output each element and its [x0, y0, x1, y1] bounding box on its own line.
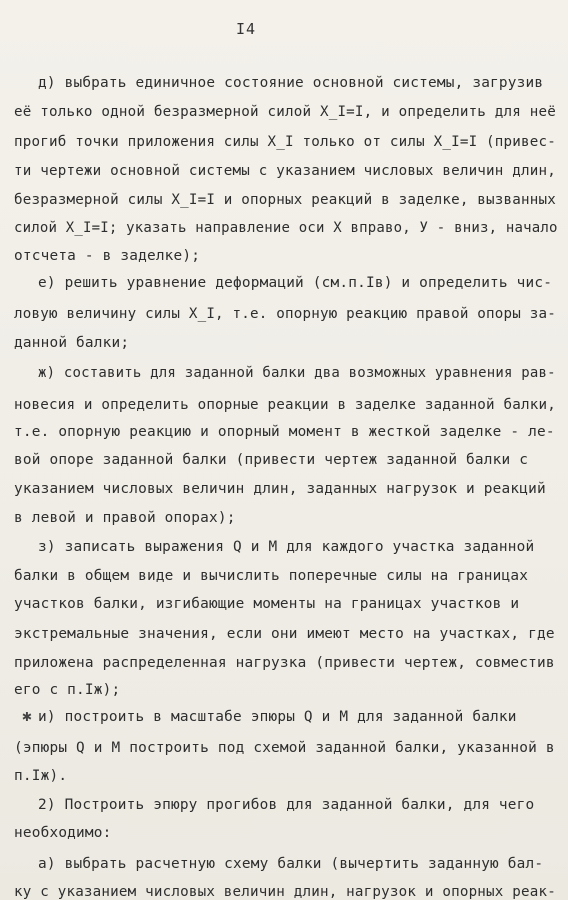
text-line: п.Iж).	[14, 768, 68, 784]
text-line: в левой и правой опорах);	[14, 510, 236, 526]
text-line: новесия и определить опорные реакции в заделке заданной балки,	[14, 397, 556, 413]
text-line: ж) составить для заданной балки два возможных уравнения рав-	[38, 365, 556, 381]
text-line: д) выбрать единичное состояние основной системы, загрузив	[38, 75, 544, 91]
text-line: безразмерной силы X_I=I и опорных реакций в заделке, вызванных	[14, 192, 556, 208]
text-line: ловую величину силы X_I, т.е. опорную реакцию правой опоры за-	[14, 306, 556, 322]
text-line: необходимо:	[14, 825, 112, 841]
text-line: балки в общем виде и вычислить поперечные силы на границах	[14, 568, 529, 584]
text-line: а) выбрать расчетную схему балки (вычертить заданную бал-	[38, 856, 544, 872]
text-line: ти чертежи основной системы с указанием числовых величин длин,	[14, 163, 556, 179]
text-line: и) построить в масштабе эпюры Q и M для заданной балки	[38, 709, 517, 725]
handwritten-asterisk-mark: ✱	[22, 706, 32, 725]
text-line: участков балки, изгибающие моменты на границах участков и	[14, 596, 520, 612]
text-line: её только одной безразмерной силой X_I=I, и определить для неё	[14, 104, 556, 120]
text-line: ку с указанием числовых величин длин, нагрузок и опорных реак-	[14, 884, 556, 900]
text-line: приложена распределенная нагрузка (привести чертеж, совместив	[14, 655, 555, 671]
text-line: з) записать выражения Q и M для каждого участка заданной	[38, 539, 535, 555]
text-line: экстремальные значения, если они имеют место на участках, где	[14, 626, 555, 642]
page-number: I4	[236, 20, 257, 38]
text-line: вой опоре заданной балки (привести чертеж заданной балки с	[14, 452, 529, 468]
text-line: отсчета - в заделке);	[14, 248, 201, 264]
text-line: силой X_I=I; указать направление оси X вправо, У - вниз, начало	[14, 220, 558, 236]
text-line: прогиб точки приложения силы X_I только от силы X_I=I (привес-	[14, 134, 556, 150]
text-line: 2) Построить эпюру прогибов для заданной балки, для чего	[38, 797, 535, 813]
text-line: указанием числовых величин длин, заданных нагрузок и реакций	[14, 481, 546, 497]
text-line: т.е. опорную реакцию и опорный момент в жесткой заделке - ле-	[14, 424, 555, 440]
text-line: данной балки;	[14, 335, 130, 351]
text-line: его с п.Iж);	[14, 682, 121, 698]
text-line: е) решить уравнение деформаций (см.п.Iв) и определить чис-	[38, 275, 553, 291]
text-line: (эпюры Q и M построить под схемой заданной балки, указанной в	[14, 740, 555, 756]
